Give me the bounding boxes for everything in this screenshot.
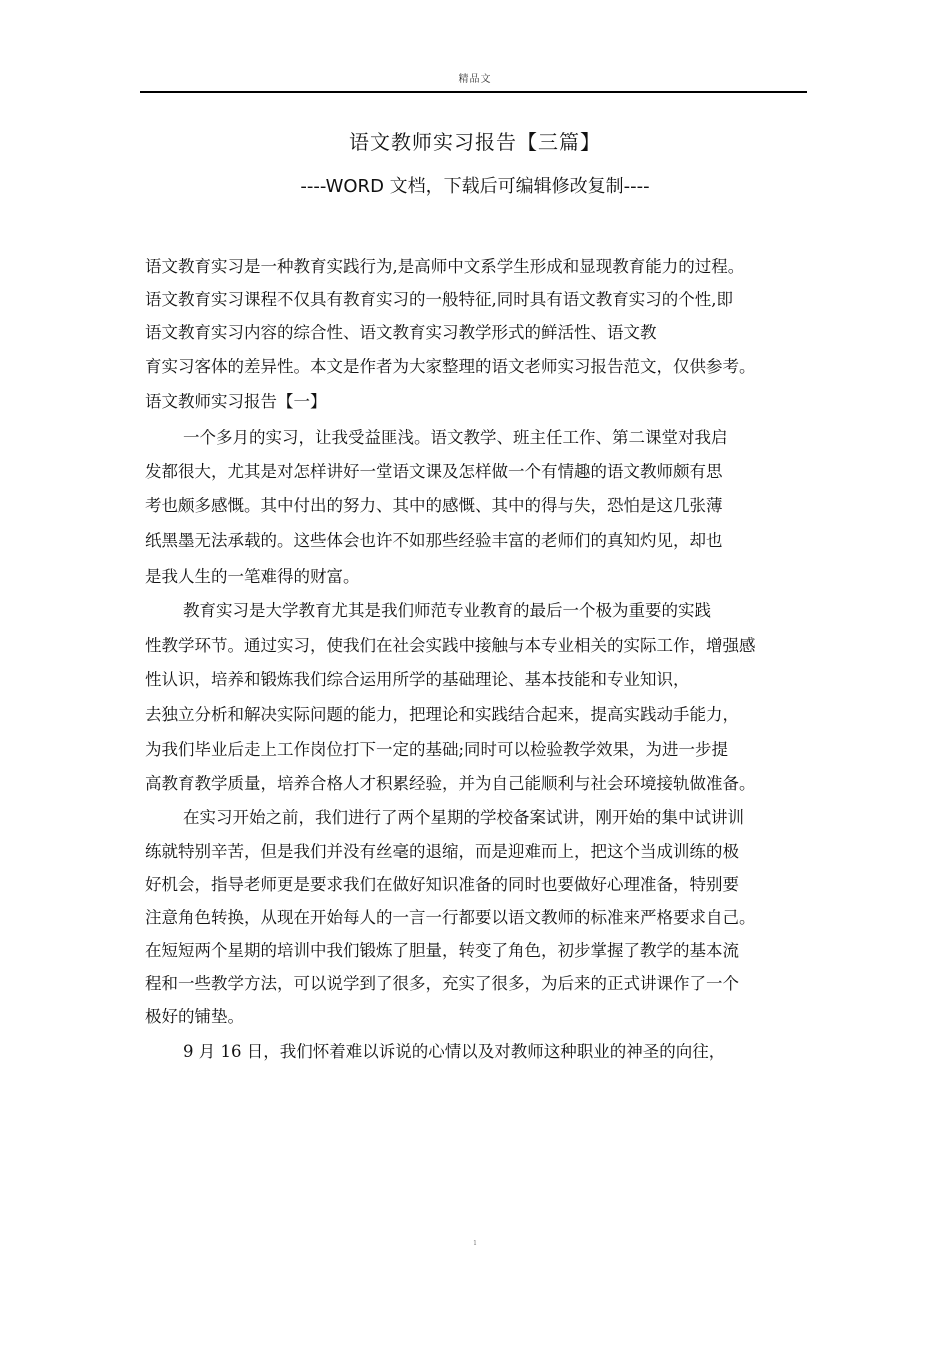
body-line: 极好的铺垫。 <box>145 1007 244 1026</box>
body-line: 在短短两个星期的培训中我们锻炼了胆量，转变了角色，初步掌握了教学的基本流 <box>145 941 739 960</box>
body-line: 语文教育实习课程不仅具有教育实习的一般特征,同时具有语文教育实习的个性,即 <box>145 290 733 309</box>
page-header: 精品文 <box>458 74 492 85</box>
header-divider <box>140 91 807 93</box>
body-line: 为我们毕业后走上工作岗位打下一定的基础;同时可以检验教学效果，为进一步提 <box>145 740 729 759</box>
body-line: 语文教育实习是一种教育实践行为,是高师中文系学生形成和显现教育能力的过程。 <box>145 257 745 276</box>
body-line: 练就特别辛苦，但是我们并没有丝毫的退缩，而是迎难而上，把这个当成训练的极 <box>145 842 739 861</box>
body-line: 高教育教学质量，培养合格人才积累经验，并为自己能顺利与社会环境接轨做准备。 <box>145 774 756 793</box>
body-line: 语文教育实习内容的综合性、语文教育实习教学形式的鲜活性、语文教 <box>145 323 657 342</box>
body-line: 注意角色转换，从现在开始每人的一言一行都要以语文教师的标准来严格要求自己。 <box>145 908 756 927</box>
paragraph-first-line: 在实习开始之前，我们进行了两个星期的学校备案试讲，刚开始的集中试讲训 <box>183 808 744 827</box>
document-title: 语文教师实习报告【三篇】 <box>349 130 601 154</box>
section-heading: 语文教师实习报告【一】 <box>145 392 327 411</box>
paragraph-first-line: 教育实习是大学教育尤其是我们师范专业教育的最后一个极为重要的实践 <box>183 601 711 620</box>
body-line: 考也颇多感慨。其中付出的努力、其中的感慨、其中的得与失，恐怕是这几张薄 <box>145 496 723 515</box>
body-line: 去独立分析和解决实际问题的能力，把理论和实践结合起来，提高实践动手能力， <box>145 705 739 724</box>
document-subtitle: ----WORD 文档，下载后可编辑修改复制---- <box>300 176 650 197</box>
paragraph-first-line: 一个多月的实习，让我受益匪浅。语文教学、班主任工作、第二课堂对我启 <box>183 428 728 447</box>
paragraph-first-line: 9 月 16 日，我们怀着难以诉说的心情以及对教师这种职业的神圣的向往， <box>183 1042 726 1061</box>
body-line: 纸黑墨无法承载的。这些体会也许不如那些经验丰富的老师们的真知灼见，却也 <box>145 531 723 550</box>
body-line: 性认识，培养和锻炼我们综合运用所学的基础理论、基本技能和专业知识， <box>145 670 690 689</box>
body-line: 程和一些教学方法，可以说学到了很多，充实了很多，为后来的正式讲课作了一个 <box>145 974 739 993</box>
body-line: 育实习客体的差异性。本文是作者为大家整理的语文老师实习报告范文，仅供参考。 <box>145 357 756 376</box>
body-line: 性教学环节。通过实习，使我们在社会实践中接触与本专业相关的实际工作，增强感 <box>145 636 756 655</box>
body-line: 好机会，指导老师更是要求我们在做好知识准备的同时也要做好心理准备，特别要 <box>145 875 739 894</box>
page-number: 1 <box>473 1240 477 1247</box>
body-line: 是我人生的一笔难得的财富。 <box>145 567 360 586</box>
body-line: 发都很大，尤其是对怎样讲好一堂语文课及怎样做一个有情趣的语文教师颇有思 <box>145 462 723 481</box>
